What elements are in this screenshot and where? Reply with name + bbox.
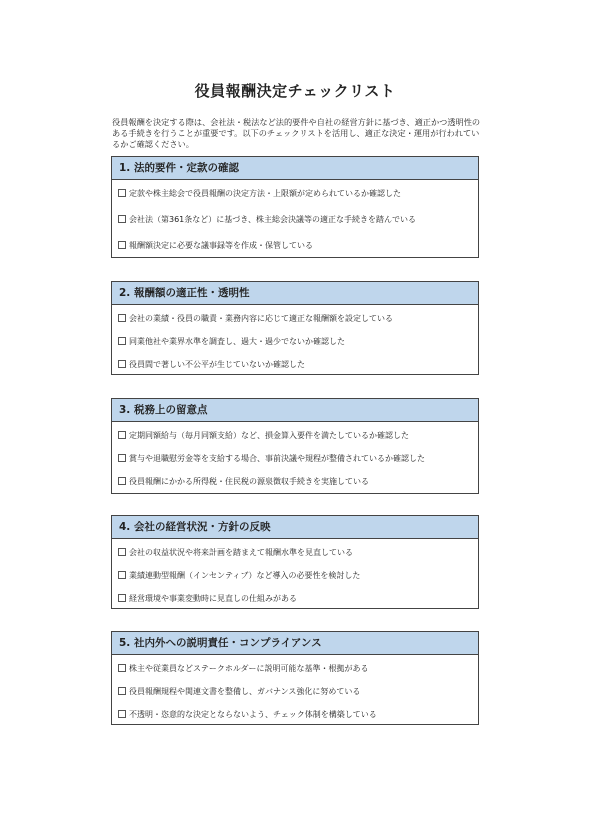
section-tax (111, 398, 479, 494)
checklist-item-label: 役員間で著しい不公平が生じていないか確認した (129, 360, 305, 369)
section-compliance (111, 631, 479, 725)
checkbox-icon[interactable] (118, 548, 126, 556)
checklist-item[interactable] (118, 453, 425, 464)
checkbox-icon[interactable] (118, 337, 126, 345)
checklist-item[interactable] (118, 593, 297, 604)
checkbox-icon[interactable] (118, 710, 126, 718)
section-heading: 5. 社内外への説明責任・コンプライアンス (112, 632, 478, 655)
checklist-item[interactable] (118, 240, 313, 251)
checklist-item-label: 株主や従業員などステークホルダーに説明可能な基準・根拠がある (129, 664, 369, 673)
section-heading: 1. 法的要件・定款の確認 (112, 157, 478, 180)
checkbox-icon[interactable] (118, 360, 126, 368)
checklist-item[interactable] (118, 709, 377, 720)
checklist-item-label: 賞与や退職慰労金等を支給する場合、事前決議や規程が整備されているか確認した (129, 454, 425, 463)
checklist-item[interactable] (118, 359, 305, 370)
checklist-item-label: 業績連動型報酬（インセンティブ）など導入の必要性を検討した (129, 571, 361, 580)
section-legal (111, 156, 479, 258)
intro-paragraph: 役員報酬を決定する際は、会社法・税法など法的要件や自社の経営方針に基づき、適正かつ透明性のある手続きを行うことが重要です。以下のチェックリストを活用し、適正な決定・運用が行われているかご確認ください。 (112, 117, 481, 149)
checklist-item-label: 報酬額決定に必要な議事録等を作成・保管している (129, 241, 313, 250)
checklist-item-label: 会社法（第361条など）に基づき、株主総会決議等の適正な手続きを踏んでいる (129, 215, 416, 224)
checklist-item[interactable] (118, 214, 416, 225)
checklist-item[interactable] (118, 476, 369, 487)
checkbox-icon[interactable] (118, 687, 126, 695)
checkbox-icon[interactable] (118, 189, 126, 197)
checkbox-icon[interactable] (118, 594, 126, 602)
checkbox-icon[interactable] (118, 314, 126, 322)
checklist-item[interactable] (118, 547, 353, 558)
checklist-item-label: 役員報酬にかかる所得税・住民税の源泉徴収手続きを実施している (129, 477, 369, 486)
checklist-item[interactable] (118, 570, 360, 581)
checkbox-icon[interactable] (118, 454, 126, 462)
section-heading: 2. 報酬額の適正性・透明性 (112, 282, 478, 305)
checklist-item-label: 定款や株主総会で役員報酬の決定方法・上限額が定められているか確認した (129, 189, 401, 198)
checklist-item-label: 経営環境や事業変動時に見直しの仕組みがある (129, 594, 297, 603)
checkbox-icon[interactable] (118, 431, 126, 439)
checklist-item-label: 不透明・恣意的な決定とならないよう、チェック体制を構築している (129, 710, 377, 719)
checkbox-icon[interactable] (118, 477, 126, 485)
checkbox-icon[interactable] (118, 664, 126, 672)
checklist-item[interactable] (118, 686, 360, 697)
checklist-item-label: 役員報酬規程や関連文書を整備し、ガバナンス強化に努めている (129, 687, 361, 696)
checklist-item-label: 定期同額給与（毎月同額支給）など、損金算入要件を満たしているか確認した (129, 431, 409, 440)
section-management (111, 515, 479, 609)
checkbox-icon[interactable] (118, 241, 126, 249)
section-appropriateness (111, 281, 479, 375)
checklist-item[interactable] (118, 430, 409, 441)
checkbox-icon[interactable] (118, 215, 126, 223)
section-heading: 4. 会社の経営状況・方針の反映 (112, 516, 478, 539)
checklist-item[interactable] (118, 188, 401, 199)
checklist-item-label: 同業他社や業界水準を調査し、過大・過少でないか確認した (129, 337, 345, 346)
checklist-item-label: 会社の収益状況や将来計画を踏まえて報酬水準を見直している (129, 548, 353, 557)
checklist-item[interactable] (118, 313, 393, 324)
checklist-item[interactable] (118, 663, 369, 674)
section-heading: 3. 税務上の留意点 (112, 399, 478, 422)
checkbox-icon[interactable] (118, 571, 126, 579)
checklist-item-label: 会社の業績・役員の職責・業務内容に応じて適正な報酬額を設定している (129, 314, 393, 323)
checklist-item[interactable] (118, 336, 345, 347)
page-title: 役員報酬決定チェックリスト (194, 82, 396, 100)
